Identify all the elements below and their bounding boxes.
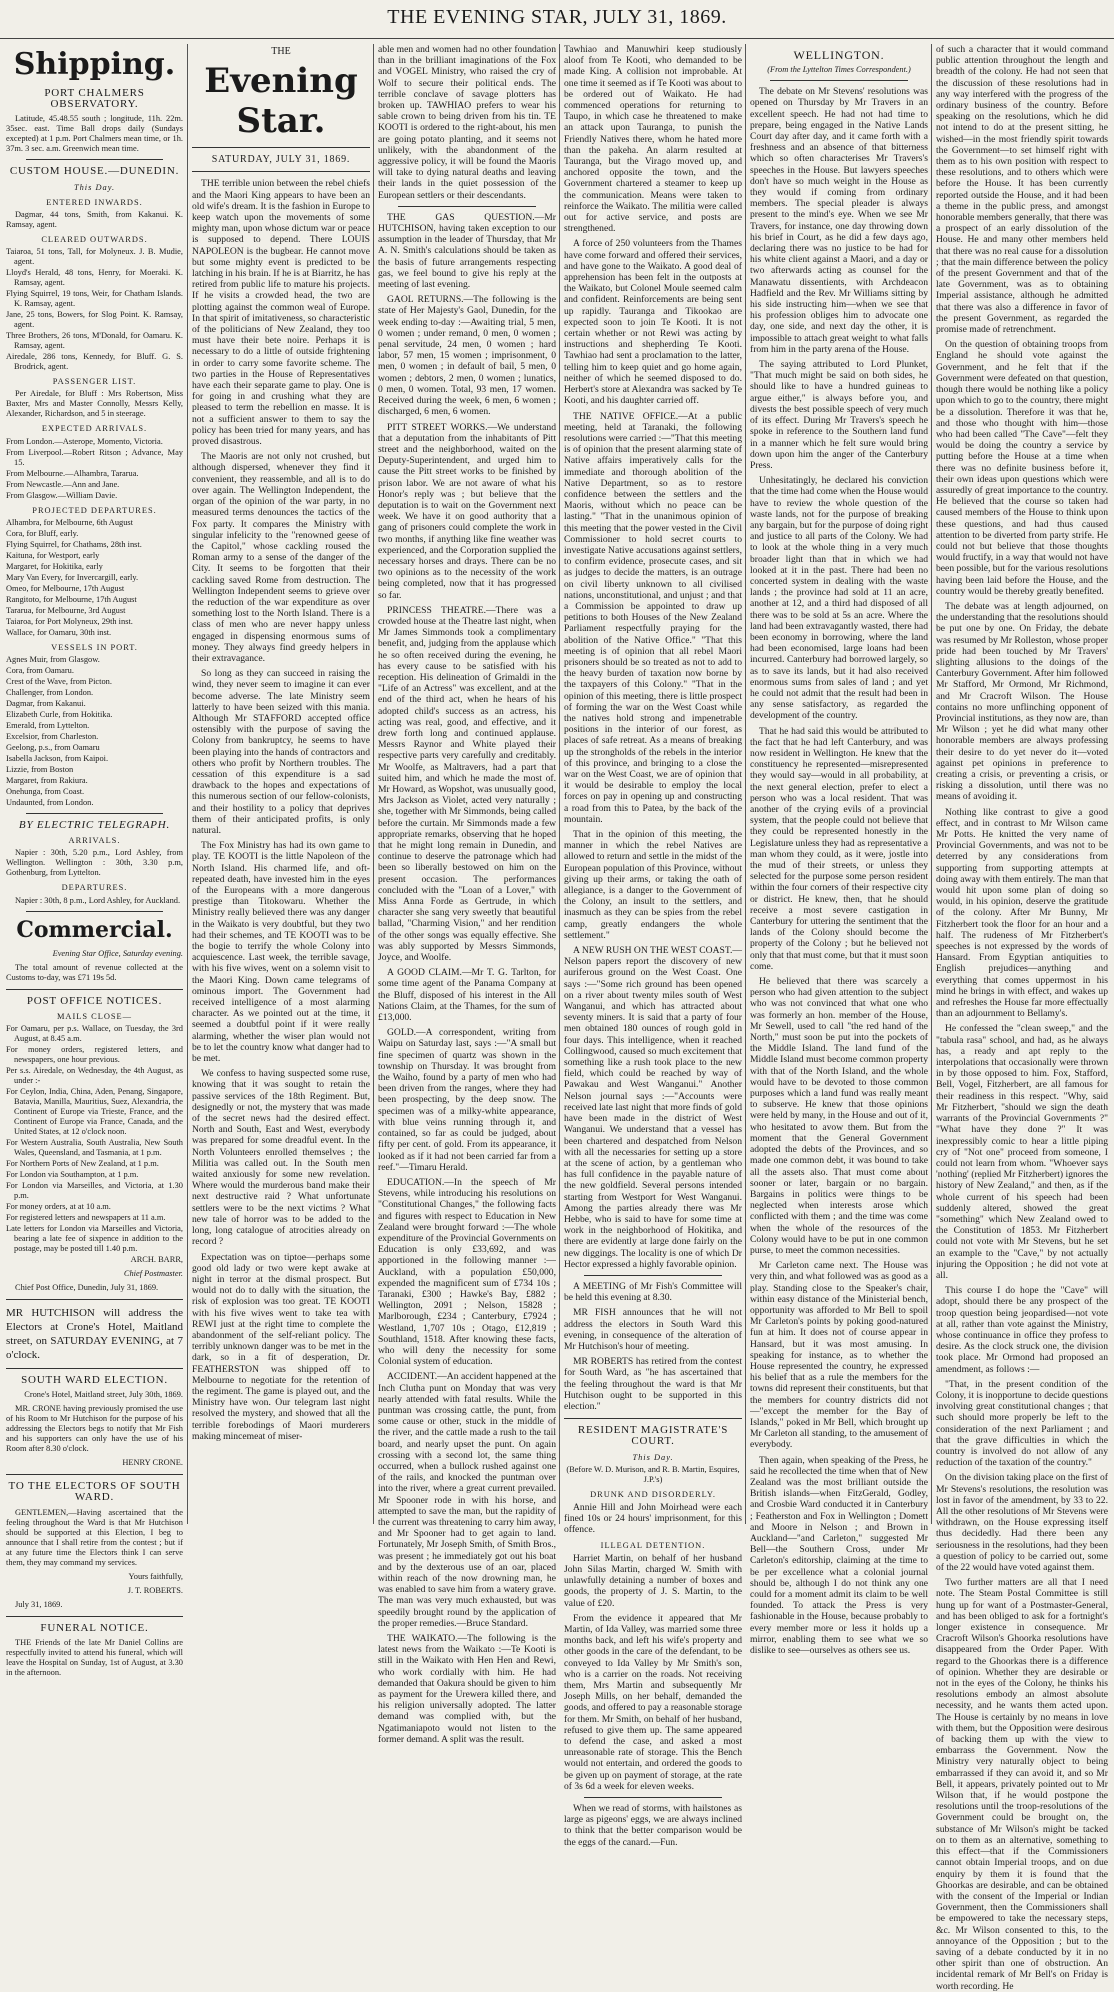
wellington-paragraph: Then again, when speaking of the Press, he said he recollected the time when that of New Zealand was the most brilliant outside the British islands—when FitzGerald, Godley, and Crosbie Ward conducted it in Canterbury ; Featherston and Fox in Wellington ; Domett and Moore in Nelson ; and Brown in Auckland—"and Carleton," suggested Mr Bell—the Southern Cross, under Mr Carleton's editorship, claiming at the time to be per excellence what a colonial journal should be, although I do not think any one could for a moment admit its claim to be well founded. To attack the Press is very fashionable in the House, because probably to every member more or less it holds up a mirror, enabling them to see what we so dislike to see—ourselves as others see us.: [750, 1454, 928, 1657]
crone-signature: HENRY CRONE.: [122, 1458, 183, 1468]
funeral-heading: FUNERAL NOTICE.: [40, 1621, 149, 1634]
list-item: Agnes Muir, from Glasgow.: [6, 655, 100, 665]
fish-meeting: A MEETING of Mr Fish's Committee will be held this evening at 8.30.: [564, 1280, 742, 1304]
divider: [6, 989, 183, 990]
list-item: For Ceylon, India, China, Aden, Penang, Singapore, Batavia, Manilla, Mauritius, Suez, Alexandria, the Continent of Europe via Trieste, France, and the Continent of Europe via France, Canada, and the United States, at 12 o'clock noon.: [6, 1087, 183, 1137]
postmaster-name: ARCH. BARR,: [130, 1255, 183, 1265]
divider: [6, 1299, 183, 1300]
wellington-paragraph: On the question of obtaining troops from England he should vote against the Government, and he felt that if the Government were defeated on that question, though there would be nothing like a policy upon which to go to the country, there might be a dissolution. Therefore it was that he, and those who thought with him—those who had been called "The Cave"—felt they would be doing the country a service by putting before the House at a time when there was no definite business before it, their own ideas upon questions which were assuredly of great importance to the country. He believed that the course so taken had caused members of the House to think upon these questions, and had thus caused attention to be diverted from party strife. He could not but believe that those thoughts would fructify, in a way that would not have been possible, but for the various resolutions having been laid before the House, and the country would be thereby greatly benefited.: [936, 339, 1108, 597]
electors-heading: TO THE ELECTORS OF SOUTH WARD.: [8, 1480, 181, 1504]
list-item: From London.—Asterope, Momento, Victoria.: [6, 436, 163, 446]
list-item: Tararua, for Melbourne, 3rd August: [6, 605, 126, 615]
roberts-date: July 31, 1869.: [15, 1599, 63, 1609]
fish-announcement: MR FISH announces that he will not address the electors in South Ward this evening, in consequence of the alteration of Mr Hutchison's hour of meeting.: [564, 1307, 742, 1352]
electors-text: GENTLEMEN,—Having ascertained that the feeling throughout the Ward is that Mr Hutchison should be supported at this Election, I beg to announce that I shall retire from the contest ; but if at any future time the Electors think I can serve them, they may command my services.: [6, 1507, 183, 1567]
editorial-paragraph: The Fox Ministry has had its own game to play. TE KOOTI is the little Napoleon of the North Island. His charmed life, and oft-repeated death, have invested him in the eyes of the Europeans with a more dangerous prestige than Titokowaru. Whether the Ministry really believed there was any danger in the Waikato is very doubtful, but they two had their schemes, and TE KOOTI was to be the bogie to terrify the whole Colony into acquiescence. Last week, the terrible savage, with his five wives, went on a solemn visit to the Maori King. Down came telegrams of ominous import. The Government had received intelligence of a most alarming character. As we pointed out at the time, it seemed a doubtful point if it were really alarming, whether the wiser plan would not be to let the country know what danger had to be met.: [192, 840, 370, 1065]
expected-arrivals-heading: EXPECTED ARRIVALS.: [41, 424, 148, 434]
news-item-gold: GOLD.—A correspondent, writing from Waipu on Saturday last, says :—"A small but fine specimen of quartz was shown in the township on Thursday. It was brought from the Waiho, found by a party of men who had been driven from the ranges, where they had been prospecting, by the deep snow. The specimen was of a milky-white appearance, with blue veins running through it, and contained, so far as could be judged, about fifty per cent. of gold. From its appearance, it looked as if it had not been carried far from a reef."—Timaru Herald.: [378, 1027, 556, 1173]
list-item: Mary Van Every, for Invercargill, early.: [6, 572, 139, 582]
hutchison-notice: MR HUTCHISON will address the Electors at Crone's Hotel, Maitland street, on SATURDAY EVENING, at 7 o'clock.: [6, 1307, 183, 1362]
divider: [192, 171, 370, 172]
news-item-waikato: THE WAIKATO.—The following is the latest news from the Waikato :—Te Kooti is still in the Waikato with Hen Hen and Rewi, who work cordially with him. He had demanded that Oakura should be given to him as payment for the Urewera killed there, and his religion universally adopted. The latter demand was complied with, but the Ngatimaniapoto would not listen to the former demand. A split was the result.: [378, 1633, 556, 1745]
list-item: Lloyd's Herald, 48 tons, Henry, for Moeraki. K. Ramsay, agent.: [6, 268, 183, 288]
column-rule: [373, 44, 374, 1524]
list-item: Taiaroa, for Port Molyneux, 29th inst.: [6, 616, 133, 626]
column-2: [192, 44, 370, 1524]
list-item: For London via Southampton, at 1 p.m.: [6, 1170, 139, 1180]
list-item: Margaret, for Hokitika, early: [6, 561, 103, 571]
list-item: For registered letters and newspapers at 11 a.m.: [6, 1213, 166, 1223]
projected-departures-heading: PROJECTED DEPARTURES.: [32, 505, 157, 515]
custom-house-heading: CUSTOM HOUSE.—DUNEDIN.: [9, 165, 180, 178]
list-item: Cora, for Bluff, early.: [6, 528, 79, 538]
editorial-paragraph: We confess to having suspected some ruse, knowing that it was sought to retain the passive services of the 18th Regiment. But, designedly or not, the mystery that was made of the secret news had the desired effect. North and South, East and West, everybody was prepared for some dreadful event. In the North Volunteers enrolled themselves ; the Militia was called out. In the South men waited anxiously for some new revelation. Where would the murderous band make their next destructive raid ? What unfortunate settlers were to be the next victims ? What new tale of horror was to be added to the long, long catalogue of atrocities already on record ?: [192, 1068, 370, 1248]
list-item: Excelsior, from Charleston.: [6, 732, 99, 742]
waikato-force: A force of 250 volunteers from the Thames have come forward and offered their services, and have gone to the Waikato. A good deal of apprehension has been felt in the outposts at the Waikato, but Colonel Moule seemed calm and confident. Reinforcements are being sent up rapidly. Tauranga and Tikookao are expected soon to join Te Kooti. It is not certain whether or not Rewi was acting by instructions and shepherding Te Kooti. Tawhiao had sent a proclamation to the latter, telling him to keep quiet and go home again, neither of which he seemed disposed to do. Herbert's store at Alexandra was sacked by Te Kooti, and his daughter carried off.: [564, 238, 742, 407]
passenger-list-heading: PASSENGER LIST.: [52, 377, 137, 387]
divider: [398, 206, 536, 207]
entered-text: Dagmar, 44 tons, Smith, from Kakanui. K. Ramsay, agent.: [6, 210, 183, 230]
wellington-paragraph: "That, in the present condition of the Colony, it is inopportune to decide questions involving great constitutional changes ; that such should more properly be left to the consideration of the next Parliament ; and that the grave difficulties in which the country is involved do not allow of any reduction of the taxation of the country.": [936, 1378, 1108, 1469]
news-item-princess-theatre: PRINCESS THEATRE.—There was a crowded house at the Theatre last night, when Mr James Simmonds took a complimentary benefit, and, judging from the applause which he so often received during the evening, he has every cause to be satisfied with his reception. His delineation of Grimaldi in the "Life of an Actress" was excellent, and at the end of the third act, when he hears of his adopted child's success as an actress, his acting was real, good, and effective, and it drew forth long and continued applause. Messrs Raynor and White played their respective parts very carefully and creditably. Mr Woolfe, as Maltravers, had a part that suited him, and which he made the most of. Mr Howard, as Wopshot, was unusually good, Mrs Jackson as Violet, acted very naturally ; she, together with Mr Simmonds, being called before the curtain. Mr Simmonds made a few appropriate remarks, observing that he hoped that he might long remain in Dunedin, and continue to deserve the patronage which had been so liberally bestowed on him on the present occasion. The performances concluded with the "Loan of a Lover," with Miss Anna Forde as Gertrude, in which character she sang very sweetly that beautiful ballad, "Charming Vision," and her rendition of the other songs was equally effective. She was ably supported by Messrs Simmonds, Joyce, and Woolfe.: [378, 604, 556, 964]
list-item: For Western Australia, South Australia, New South Wales, Queensland, and Tasmania, at 1 p.m.: [6, 1138, 183, 1158]
list-item: Alhambra, for Melbourne, 6th August: [6, 517, 133, 527]
list-item: Wallace, for Oamaru, 30th inst.: [6, 627, 112, 637]
column-rule: [187, 44, 188, 1524]
list-item: For London via Marseilles, and Victoria, at 1.30 p.m.: [6, 1181, 183, 1201]
roberts-signature: J. T. ROBERTS.: [127, 1585, 183, 1595]
illegal-detention-text: Harriet Martin, on behalf of her husband John Silas Martin, charged W. Smith with unlawfully detaining a number of boxes and goods, the property of J. S. Martin, to the value of £20.: [564, 1552, 742, 1609]
news-item-pitt-street: PITT STREET WORKS.—We understand that a deputation from the inhabitants of Pitt street and the neighborhood, waited on the Deputy-Superintendent, and urged him to cause the Pitt street works to be finished by prison labor. We are not aware of what his Honor's reply was ; but believe that the deputation is to wait on the Government next week. We have it on good authority that a gang of prisoners could complete the work in two months, if anything like fine weather was experienced, and the Corporation supplied the necessary horses and drays. There can be no two opinions as to the necessity of the work being completed, now that it has progressed so far.: [378, 421, 556, 601]
wellington-paragraph: of such a character that it would command public attention throughout the length and breadth of the colony. He had not seen that the discussion of these resolutions had in any way interfered with the progress of the ordinary business of the country. Before speaking on the resolutions, which he did not intend to do at the present sitting, he wished—in the most friendly spirit towards the Government—to set himself right with them as to his own position with respect to these resolutions, and to others which were before the House. It has been currently reported outside the House, and it had been a theme in the public press, and amongst honorable members generally, that there was a prospect of an early dissolution of the House. He and many other members held that there was no real cause for a dissolution ; that the main difference between the policy of the present Government and that of the late Government, was as to obtaining Imperial assistance, although he admitted that there was also a difference in favor of the present Government, as regarded the promise made of retrenchment.: [936, 44, 1108, 336]
editorial-paragraph: THE terrible union between the rebel chiefs and the Maori King appears to have been an old wife's dream. It is the fashion in Europe to keep watch upon the movements of some mighty man, upon whose dictum war or peace is supposed to depend. There LOUIS NAPOLEON is the bugbear. He cannot move but some mighty event is predicted to be latching in his brain. If he is at Biarritz, he has retired from public life to mature his projects. If he visits a crowded head, the two are plotting against the common weal of Europe. In that spirit of imitativeness, so characteristic of the politicians of New Zealand, they too must have their bete noire. Perhaps it is necessary to do a little of outside frightening in order to carry some favorite scheme. The two parties in the House of Representatives have each their separate game to play. One is for going in and crushing what they are pleased to term the rebellion en masse. It is not a sufficient answer to them to say the policy has been tried for many years, and has proved disastrous.: [192, 178, 370, 448]
column-3: [378, 44, 556, 1745]
observatory-heading: PORT CHALMERS OBSERVATORY.: [44, 87, 145, 111]
list-item: For money orders, at at 10 a.m.: [6, 1202, 111, 1212]
divider: [192, 147, 370, 148]
news-item-new-rush: A NEW RUSH ON THE WEST COAST.—Nelson papers report the discovery of new auriferous ground on the West Coast. One says :—"Some rich ground has been opened on a river about twenty miles south of West Wanganui, and which has attracted about seventy miners. It is said that a party of four men obtained 180 ounces of rough gold in four days. This intelligence, when it reached Collingwood, caused so much excitement that something like a rush took place to the new field, which could be reached by way of Pawakau and West Wanganui." Another Nelson journal says :—"Accounts were received late last night that more finds of gold have been made in the district of West Wanganui. We understand that a vessel has been chartered and despatched from Nelson with all the necessaries for setting up a store at the scene of action, by a gentleman who has full confidence in the payable nature of the new goldfield. Several persons intended starting from Westport for West Wanganui. Among the parties already there was Mr Hebbe, who is said to have for some time at work in the neighborhood of Hokitika, and there are evidently at large done fairly on the new diggings. The locality is one of which Dr Hector expressed a highly favorable opinion.: [564, 945, 742, 1270]
commercial-subtitle: Evening Star Office, Saturday evening.: [52, 948, 183, 958]
column-rule: [931, 44, 932, 1524]
divider: [584, 1275, 722, 1276]
wellington-paragraph: Unhesitatingly, he declared his conviction that the time had come when the House would have to review the whole question of the waste lands, not for the purpose of breaking any bargain, but for the purpose of doing right and justice to all parts of the Colony. We had to look at the whole thing in a very much broader light than that in which we had looked at it in the past. There had been no concerted system in dealing with the waste lands ; the province had sold at 11 an acre, another at 12, and a third had disposed of all there was to be sold at 5s an acre. Where the land had been extravagantly wasted, there had been economy in borrowing, where the land had been economised, large loans had been incurred. Canterbury had borrowed largely, so as to save its lands, but it had also received enormous sums from sales of land ; and yet he could not admit that the result had been in any sense satisfactory, as regarded the development of the country.: [750, 475, 928, 722]
entered-inwards-heading: ENTERED INWARDS.: [46, 197, 143, 207]
cleared-outwards-heading: CLEARED OUTWARDS.: [41, 235, 148, 245]
wellington-paragraph: Two further matters are all that I need note. The Steam Postal Committee is still hung up for want of a Postmaster-General, and has been obliged to ask for a fortnight's longer existence in consequence. Mr Cracroft Wilson's Ghoorka resolutions have disappeared from the Order Paper. With regard to the Ghoorkas there is a difference of opinion. Whether they are desirable or not in the eyes of the Colony, he thinks his resolutions embody an almost absolute necessity, and he wants them acted upon. The House is certainly by no means in love with them, but the Opposition were desirous of backing them up with the view to embarrass the Government. Now the Ministry very naturally object to being embarrassed if they can avoid it, and so Mr Bell, it appears, privately pointed out to Mr Wilson that, if he would postpone the resolutions until the troop-resolutions of the Government could be brought on, the substance of Mr Wilson's might be tacked on to them as an alternative, something to this effect—that if the Commissioners cannot obtain Imperial troops, and on due enquiry by them it is found that the Ghoorkas are desirable, and can be obtained with the consent of the Imperial or Indian Government, then the Commissioners shall be empowered to take the necessary steps, &c. Mr Wilson consented to this, to the annoyance of the Opposition ; but to the saving of a debate conducted by it in no other spirit than one of obstruction. An incidental remark of Mr Bell's on Friday is worth recording. He: [936, 1577, 1108, 1992]
wellington-paragraph: The debate on Mr Stevens' resolutions was opened on Thursday by Mr Travers in an excellent speech. He had not had time to prepare, being engaged in the Native Lands Court day after day, and it came forth with a freshness and an absence of that bitterness which so often characterises Mr Travers's speeches in the House. But lawyers speeches don't have so much weight in the House as they would if coming from ordinary members. The special pleader is always present to the mind's eye. When we see Mr Travers, for instance, one day throwing down his brief in Court, as he did a few days ago, declaring there was no justice to be had for his white client against a Maori, and a day or two afterwards acting as counsel for the Manawatu dissentients, with Archdeacon Hadfield and the Rev. Mr Williams sitting by his side instructing him—when we see that his profession obliges him to advocate one day, one side, and next day the other, it is impossible to attach great weight to what falls from him in the party arena of the House.: [750, 86, 928, 355]
editorial-continued: able men and women had no other foundation than in the brilliant imaginations of the Fox and VOGEL Ministry, who raised the cry of Wolf to secure their political ends. The terrible conclave of savage plotters has broken up. TAWHIAO prefers to wear his sable crown to being driven from his tin. TE KOOTI is ordered to the right-about, his men are going potato planting, and it seems not unlikely, with the abandonment of the aggressive policy, it will be found the Maoris will take to dying natural deaths and leaving their lands in the quiet possession of the European settlers or their descendants.: [378, 44, 556, 201]
news-item-gas: THE GAS QUESTION.—Mr HUTCHISON, having taken exception to our assumption in the leader of Thursday, that Mr A. N. Smith's calculations should be taken as the basis of future arrangements respecting gas, we feel bound to give his reply at the meeting of last evening.: [378, 211, 556, 291]
list-item: From Glasgow.—William Davie.: [6, 490, 118, 500]
telegraph-heading: BY ELECTRIC TELEGRAPH.: [18, 819, 171, 832]
list-item: Taiaroa, 51 tons, Tall, for Molyneux. J. B. Mudie, agent.: [6, 247, 183, 267]
paper-the: THE: [271, 46, 291, 57]
list-item: Per s.s. Airedale, on Wednesday, the 4th August, as under :-: [6, 1066, 183, 1086]
list-item: For Oamaru, per p.s. Wallace, on Tuesday, the 3rd August, at 8.45 a.m.: [6, 1024, 183, 1044]
editorial-paragraph: Expectation was on tiptoe—perhaps some good old lady or two were kept awake at night in terror at the dismal prospect. But would not do to dally with the situation, the risk of explosion was too great. TE KOOTI with his five wives went to take tea with REWI just at the right time to complete the abandonment of the self-reliant policy. The terribly unknown danger was to be met in the dark, so in a fit of desperation, Dr. FEATHERSTON was shipped off to Melbourne to negotiate for the retention of the regiment. The game is played out, and the Ministry have won. Our telegram last night resolved the mystery, and showed that all the terrible forebodings of Maori murderers making mincemeat of miser-: [192, 1251, 370, 1442]
list-item: Airedale, 286 tons, Kennedy, for Bluff. G. S. Brodrick, agent.: [6, 352, 183, 372]
native-office-continued: That in the opinion of this meeting, the manner in which the rebel Natives are allowed to return and settle in the midst of the European population of this Province, without giving up their arms, or taking the oath of allegiance, is a danger to the Government of the Colony, an insult to the settlers, and inasmuch as they can be spies from the rebel camp, greatly endangers the whole settlement.": [564, 829, 742, 941]
column-6: [936, 44, 1108, 1992]
court-day: This Day.: [632, 1452, 674, 1462]
paper-date: SATURDAY, JULY 31, 1869.: [211, 154, 351, 166]
divider: [6, 1616, 183, 1617]
column-5: [750, 44, 929, 1657]
post-office-heading: POST OFFICE NOTICES.: [26, 994, 163, 1007]
list-item: Dagmar, from Kakanui.: [6, 699, 86, 709]
list-item: Kaituna, for Westport, early: [6, 550, 100, 560]
news-item-native-office: THE NATIVE OFFICE.—At a public meeting, held at Taranaki, the following resolutions were carried :—"That this meeting is of opinion that the present alarming state of Native affairs imperatively calls for the immediate and thorough abolition of the Native Department, so as to restore confidence between the settlers and the Maoris, without which no peace can be lasting." "That in the unanimous opinion of this meeting that the power vested in the Civil Commissioner to hold secret courts to investigate Native accusations against settlers, to confirm evidence, prosecute cases, and sit as judges to decide the matters, is an outrage on civil liberty unknown to all civilised nations, unconstitutional, and unjust ; and that a Commission be appointed to draw up petitions to both Houses of the New Zealand Parliament respectfully praying for the abolition of the Native Office." "That this meeting is of opinion that all rebel Maori prisoners should be so treated as not to add to the heavy burden of taxation now borne by the taxpayers of this Colony." "That in the opinion of this meeting, there is little prospect of forming the war on the West Coast while the natives hold strong and impenetrable positions in the interior of our forest, as places of safe retreat. As a means of breaking up the strongholds of the rebels in the interior of this province, and bringing to a close the war on the West Coast, we are of opinion that it would be desirable to employ the local forces on pay in opening up and constructing a road from this to Patea, by the back of the mountain.: [564, 410, 742, 825]
list-item: Cora, from Oamaru.: [6, 666, 74, 676]
divider: [584, 1797, 722, 1798]
list-item: Undaunted, from London.: [6, 798, 94, 808]
wellington-paragraph: He confessed the "clean sweep," and the "tabula rasa" school, and had, as he always has, a ready and apt reply to the interpolations that occasionally were thrown in by those opposed to him. Fox, Stafford, Bell, Vogel, Fitzherbert, are all famous for their readiness in this respect. "Why, said Mr Fitzherbert, "should we sign the death warrants of the Provincial Governments ?" "What have they done ?" It was inexpressibly comic to hear a little piping cry of "Not one" proceed from someone, I could not learn from whom. "Whoever says 'nothing' (replied Mr Fitzherbert) ignores the history of New Zealand," and then, as if the whole current of his speech had been suddenly altered, showed the great "something" which New Zealand owed to the Constitution of 1853. Mr Fitzherbert could not vote with Mr Stevens, but he set an example to the "Cave," by not actually injuring the Opposition ; he did not vote at all.: [936, 1023, 1108, 1281]
list-item: For money orders, registered letters, and newspapers, one hour previous.: [6, 1045, 183, 1065]
yours-faithfully: Yours faithfully,: [128, 1571, 183, 1581]
crone-date: Crone's Hotel, Maitland street, July 30th, 1869.: [24, 1390, 183, 1400]
wellington-paragraph: That he had said this would be attributed to the fact that he had left Canterbury, and was now resident in Wellington. He knew that the constituency he represented—misrepresented they would say—would in all probability, at the next general election, prefer to elect a person who was a local resident. That was another of the crying evils of a provincial system, that the people could not believe that they could be represented honestly in the Legislature unless they had as representative a man whom they could, as it were, jostle into the mud of their streets, or unless they selected for the purpose some person resident within the four corners of their respective city or district. He knew, then, that he should receive a most severe castigation in Canterbury for uttering the sentiment that the lands of the Colony should become the property of the Colony ; but he believed not only that that must come, but that it must soon come.: [750, 725, 929, 972]
list-item: From Newcastle.—Ann and Jane.: [6, 479, 120, 489]
list-item: Geelong, p.s., from Oamaru: [6, 743, 100, 753]
column-rule: [559, 44, 560, 1524]
waikato-continued: Tawhiao and Manuwhiri keep studiously aloof from Te Kooti, who demanded to be made King. A collision not improbable. At one time it seemed as if Te Kooti was about to be ordered out of Waikato. He had commenced operations for returning to Taupo, in which case he threatened to make an attack upon Tauranga, to punish the Friendly Natives there, whom he hated more than the pakeha. An alarm resulted at Tauranga, but the Virago moved up, and anchored opposite the town, and the Government chartered a steamer to keep up the communication. Means were taken to reinforce the Waikato. The militia were called out for active service, and posts are strengthened.: [564, 44, 742, 235]
list-item: Crest of the Wave, from Picton.: [6, 677, 112, 687]
list-item: Isabella Jackson, from Kaipoi.: [6, 754, 109, 764]
list-item: Late letters for London via Marseilles and Victoria, bearing a late fee of sixpence in addition to the postage, may be posted till 1.40 p.m.: [6, 1224, 183, 1254]
list-item: Jane, 25 tons, Bowers, for Slog Point. K. Ramsay, agent.: [6, 310, 183, 330]
roberts-retired: MR ROBERTS has retired from the contest for South Ward, as "he has ascertained that the feeling throughout the ward is that Mr Hutchison ought to be supported in this election.": [564, 1356, 742, 1412]
illegal-detention-evidence: From the evidence it appeared that Mr Martin, of Ida Valley, was married some three months back, and left his wife's property and other goods in the care of the defendant, to be conveyed to Ida Valley by Mr Smith's son, who is a carrier on the roads. Not receiving them, Mrs Martin and subsequently Mr Joseph Mills, on her behalf, demanded the goods, and offered to pay a reasonable storage for them. Mr Smith, on behalf of her husband, refused to give them up. The same appeared to defend the case, and asked a most unreasonable rate of storage. This the Bench would not entertain, and ordered the goods to be given up on payment of storage, at the rate of 3s 6d a week for eleven weeks.: [564, 1612, 742, 1792]
illegal-detention-heading: ILLEGAL DETENTION.: [600, 1540, 706, 1550]
list-item: From Melbourne.—Alhambra, Tararua.: [6, 468, 139, 478]
postmaster-title: Chief Postmaster.: [123, 1269, 183, 1279]
crone-text: MR. CRONE having previously promised the use of his Room to Mr Hutchison for the purpose of his addressing the Electors begs to notify that Mr Fish and his supporters can only have the use of his Room after 8.30 o'clock.: [6, 1404, 183, 1454]
list-item: Three Brothers, 26 tons, M'Donald, for Oamaru. K. Ramsay, agent.: [6, 331, 183, 351]
list-item: From Liverpool.—Robert Ritson ; Advance, May 15.: [6, 447, 183, 467]
observatory-text: Latitude, 45.48.55 south ; longitude, 11h. 22m. 35sec. east. Time Ball drops daily (Sundays excepted) at 1 p.m. Port Chalmers mean time, or 1h. 37m. 3 sec. a.m. Greenwich mean time.: [6, 114, 183, 154]
arrivals-text: Napier : 30th, 5.20 p.m., Lord Ashley, from Wellington. Wellington : 30th, 3.30 p.m, Gothenburg, from Lyttelton.: [6, 848, 183, 878]
divider: [26, 911, 163, 912]
news-item-education: EDUCATION.—In the speech of Mr Stevens, while introducing his resolutions on "Constitutional Changes," the following facts and figures with respect to Education in New Zealand were brought forward :—The whole expenditure of the Provincial Governments on Education is only £33,692, and was apportioned in the following manner :—Auckland, with a population £50,000, expended the magnificent sum of £734 10s ; Taranaki, £300 ; Hawke's Bay, £882 ; Wellington, 2091 ; Nelson, 15828 ; Marlborough, £234 ; Canterbury, £7924 ; Westland, 1,707 10s ; Otago, £12,819 ; Southland, 1518. After knowing these facts, who will deny the necessity for some Colonial system of education.: [378, 1176, 556, 1368]
divider: [564, 1418, 742, 1419]
drunk-text: Annie Hill and John Moirhead were each fined 10s or 24 hours' imprisonment, for this offence.: [564, 1501, 742, 1536]
mails-close-heading: MAILS CLOSE—: [56, 1011, 133, 1021]
funeral-text: THE Friends of the late Mr Daniel Collins are respectfully invited to attend his funeral, which will leave the Hospital on Sunday, 1st of August, at 3.30 in the afternoon.: [6, 1637, 183, 1677]
departures-heading: DEPARTURES.: [61, 883, 128, 893]
wellington-paragraph: He believed that there was scarcely a person who had given attention to the subject who was not convinced that what one who was formerly an hon. member of the House, Mr Sewell, used to call "the red hand of the North," must soon be put into the pockets of the Middle Island. The land fund of the Middle Island must become common property with that of the North Island, and the whole would have to be devoted to those common purposes which a land fund was really meant to subserve. He knew that those opinions were held by many, in the House and out of it, who hesitated to avow them. But from the moment that the General Government adopted the debts of the Provinces, and so made one common debt, it was bound to take all the assets also. That must come about sooner or later, bargain or no bargain. Bargains in politics were things to be neglected when interests arose which conflicted with them ; and the time was come when the whole of the resources of the Colony would have to be put in one common purse, to meet the common necessities.: [750, 976, 928, 1256]
wellington-paragraph: Nothing like contrast to give a good effect, and in contrast to Mr Wilson came Mr Potts. He knitted the very name of Provincial Governments, and was not to be deterred by any considerations from supporting from supporting attempts at doing away with them entirely. The man that would hit upon some plan of doing so would, in his opinion, deserve the gratitude of the colony. After Mr Bunny, Mr Fitzherbert took the floor for an hour and a half. The rudeness of Mr Fitzherbert's speeches is not expressed by the words of Hansard. From Egyptian antiquities to English prejudices—anything and everything that comes uppermost in his mind he brings in with effect, and wakes up and refreshes the House far more effectually than an adjournment to Bellamy's.: [936, 806, 1108, 1020]
departures-text: Napier : 30th, 8 p.m., Lord Ashley, for Auckland.: [15, 895, 181, 905]
postmaster-place: Chief Post Office, Dunedin, July 31, 1869.: [15, 1283, 159, 1293]
list-item: Flying Squirrel, for Chathams, 28th inst.: [6, 539, 142, 549]
list-item: Elizabeth Curle, from Hokitika.: [6, 710, 113, 720]
column-4: [564, 44, 742, 1848]
divider: [26, 159, 163, 160]
wellington-subheading: (From the Lyttelton Times Correspondent.): [767, 65, 911, 75]
news-item-good-claim: A GOOD CLAIM.—Mr T. G. Tarlton, for some time agent of the Panama Company at the Bluff, disposed of his interest in the All Nations Claim, at the Thames, for the sum of £13,000.: [378, 967, 556, 1024]
list-item: Rangitoto, for Melbourne, 17th August: [6, 594, 137, 604]
this-day-label: This Day.: [73, 182, 116, 192]
masthead: THE EVENING STAR, JULY 31, 1869.: [0, 0, 1114, 39]
wellington-paragraph: The debate was at length adjourned, on the understanding that the resolutions should be put one by one. On Friday, the debate was resumed by Mr Rolleston, whose proper pride had been touched by Mr Travers' slighting allusions to the doings of the Canterbury Government. After him followed Mr Stafford, Mr Ormond, Mr Richmond, and Mr Cracroft Wilson. The House contains no more unflinching opponent of Provincial institutions, as they now are, than Mr Wilson ; yet he did what many other honorable members are always professing their desire to do yet never do it—voted against pet opinions in preference to creating a crisis, or preventing a crisis, or risking a dissolution, until there was no means of avoiding it.: [936, 600, 1108, 803]
list-item: For Northern Ports of New Zealand, at 1 p.m.: [6, 1159, 159, 1169]
court-heading: RESIDENT MAGISTRATE'S COURT.: [577, 1424, 729, 1448]
list-item: Omeo, for Melbourne, 17th August: [6, 583, 125, 593]
storms-paragraph: When we read of storms, with hailstones as large as pigeons' eggs, we are always inclined to think that the better comparison would be the eggs of the canard.—Fun.: [564, 1803, 742, 1848]
vessels-in-port-heading: VESSELS IN PORT.: [51, 642, 138, 652]
divider: [26, 813, 163, 814]
shipping-title: Shipping.: [13, 47, 176, 82]
column-rule: [745, 44, 746, 1524]
wellington-paragraph: This course I do hope the "Cave" will adopt, should there be any prospect of the troop question being jeopardised—not vote at all, rather than vote against the Ministry, whose continuance in office they profess to desire. As the clock struck one, the division took place. Mr Ormond had proposed an amendment, as follows :—: [936, 1285, 1108, 1375]
court-bench: (Before W. D. Murison, and R. B. Martin, Esquires, J.P.'s): [566, 1464, 740, 1484]
column-1: [6, 44, 183, 1677]
divider: [770, 80, 908, 81]
list-item: Margaret, from Rakiura.: [6, 776, 88, 786]
south-ward-heading: SOUTH WARD ELECTION.: [21, 1374, 168, 1387]
list-item: Lizzie, from Boston: [6, 765, 74, 775]
news-item-accident: ACCIDENT.—An accident happened at the Inch Clutha punt on Monday that was very nearly attended with fatal results. While the puntman was crossing cattle, the punt, from some cause or other, stuck in the middle of the river, and the cattle made a rush to the tail board, and nearly upset the punt. On again crossing with a second lot, the same thing occurred, when a bullock rushed against one of the rails, and knocked the puntman over into the river, where a great current prevailed. Mr Spooner rode in with his horse, and attempted to save the man, but the rapidity of the current was threatening to carry him away, and Mr Spooner had to get again to land. Fortunately, Mr Joseph Smith, of Smith Bros., was present ; he immediately got out his boat and by the dexterous use of an oar, placed within reach of the now drowning man, he was enabled to save him from a watery grave. The man was very much exhausted, but was speedily brought round by the application of the proper remedies.—Bruce Standard.: [378, 1371, 556, 1629]
arrivals-heading: ARRIVALS.: [68, 836, 121, 846]
passenger-text: Per Airedale, for Bluff : Mrs Robertson, Miss Baxter, Mrs and Master Connolly, Messrs Kelly, Alexander, Richardson, and 5 in steerage.: [6, 389, 183, 419]
editorial-paragraph: So long as they can succeed in raising the wind, they never seem to imagine it can ever become adverse. The late Ministry seem latterly to have been seized with this mania. Although Mr STAFFORD accepted office ostensibly with the purpose of saving the Colony from bankruptcy, he seems to have been playing into the hands of contractors and others who profit by Northern troubles. The cessation of this expenditure is a sad drawback to the hopes and expectations of this numerous section of our fellow-colonists, and their hostility to a policy that deprives them of their anticipated profits, is only natural.: [192, 668, 370, 836]
wellington-heading: WELLINGTON.: [793, 48, 885, 62]
editorial-paragraph: The Maoris are not only not crushed, but although dispersed, whenever they find it convenient, they reassemble, and all is to do over again. The Wellington Independent, the organ of the opinion of the war party, in no measured terms denounces the tactics of the Fox party. It compares the Ministry with singular infelicity to the "renowned geese of the Capitol," whose cackling roused the Roman army to a sense of the danger of the City. It seems to be forgotten that their cackling saved Rome from destruction. The Wellington Independent seems to grieve over the reduction of the war expenditure as over something lost to the North Island. There is a class of men who are never happy unless engaged in dispensing enormous sums of money. They always find greedy helpers in their extravagance.: [192, 451, 370, 664]
drunk-heading: DRUNK AND DISORDERLY.: [590, 1489, 716, 1499]
commercial-title: Commercial.: [16, 916, 173, 943]
paper-title: Evening Star.: [204, 61, 358, 142]
list-item: Flying Squirrel, 19 tons, Weir, for Chatham Islands. K. Ramsay, agent.: [6, 289, 183, 309]
list-item: Challenger, from London.: [6, 688, 94, 698]
list-item: Onehunga, from Coast.: [6, 787, 85, 797]
divider: [6, 1474, 183, 1475]
list-item: Emerald, from Lyttelton.: [6, 721, 90, 731]
wellington-paragraph: The saying attributed to Lord Plunket, "That much might be said on both sides, he should like to have a hundred guineas to argue either," is always before you, and divests the best possible speech of very much of its effect. During Mr Travers's speech he spoke in reference to the Southern land fund in a manner which he felt sure would bring down upon him the anger of the Canterbury Press.: [750, 359, 928, 471]
divider: [6, 1368, 183, 1369]
news-item-gaol: GAOL RETURNS.—The following is the state of Her Majesty's Gaol, Dunedin, for the week ending to-day :—Awaiting trial, 5 men, 0 women ; under remand, 0 men, 0 women ; penal servitude, 24 men, 0 women ; hard labor, 57 men, 15 women ; imprisonment, 0 men, 0 women ; in default of bail, 5 men, 0 women ; debtors, 2 men, 0 women ; lunatics, 0 men, 0 women. Total, 93 men, 17 women. Received during the week, 6 men, 6 women ; discharged, 6 men, 6 women.: [378, 294, 556, 418]
wellington-paragraph: On the division taking place on the first of Mr Stevens's resolutions, the resolution was lost in favor of the amendment, by 33 to 22. All the other resolutions of Mr Stevens were withdrawn, on the House expressing itself thus decidedly. Had there been any seriousness in the resolutions, had they been a question of policy to be carried out, some of the 22 would have voted against them.: [936, 1472, 1108, 1574]
wellington-paragraph: Mr Carleton came next. The House was very thin, and what followed was as good as a play. Standing close to the Speaker's chair, within easy distance of the Ministerial bench, opportunity was afforded to Mr Bell to spoil Mr Carleton's points by poking good-natured fun at him. It does not of course appear in Hansard, but it was most amusing. In speaking for instance, as to whether the House represented the country, he expressed his belief that as a rule the members for the towns did represent their constituents, but that the members for country districts did not—"except the member for the Bay of Islands," poked in Mr Bell, which brought up Mr Carleton all standing, to the amusement of everybody.: [750, 1260, 928, 1451]
commercial-text: The total amount of revenue collected at the Customs to-day, was £71 19s 5d.: [6, 962, 183, 982]
